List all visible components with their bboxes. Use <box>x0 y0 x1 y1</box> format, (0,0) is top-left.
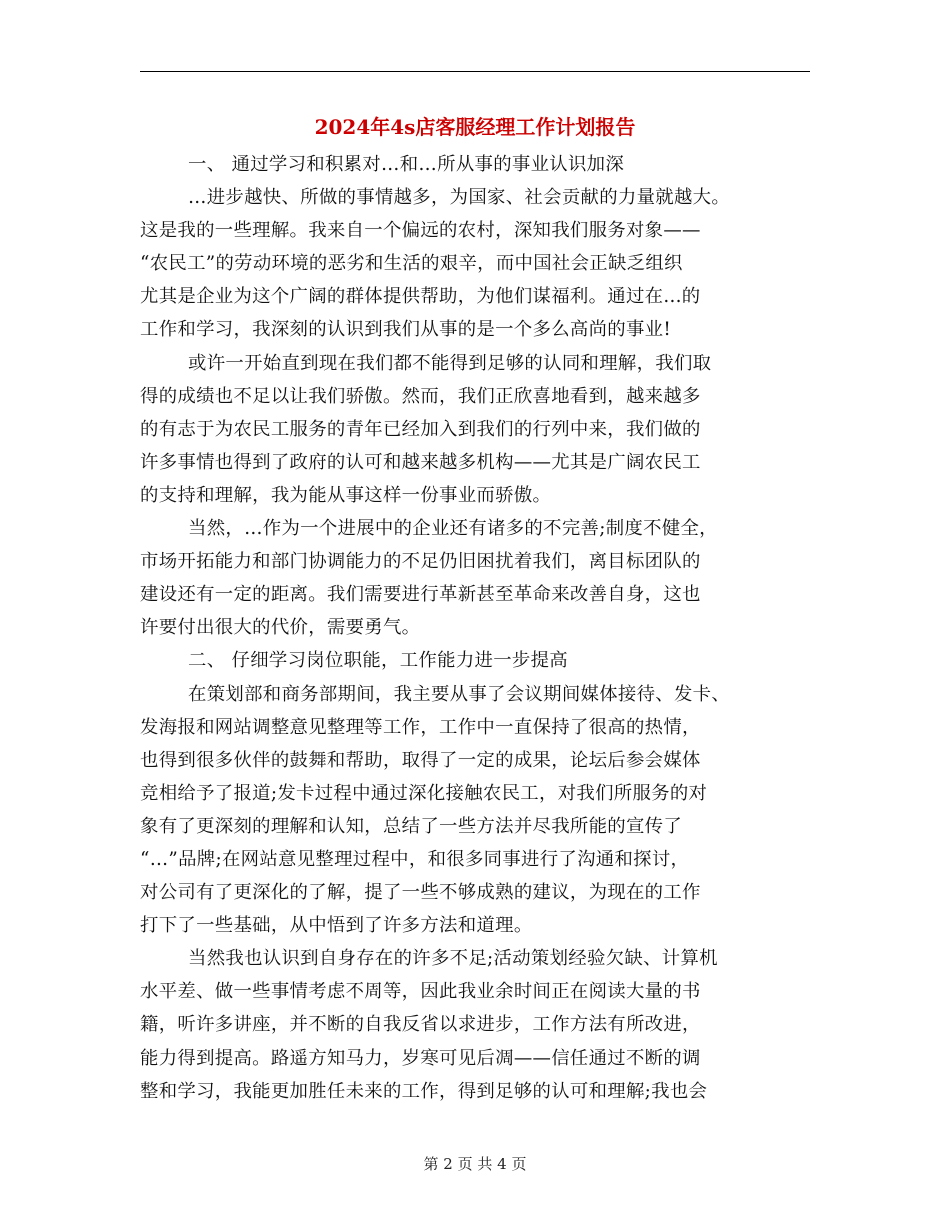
body-text-line: 象有了更深刻的理解和认知，总结了一些方法并尽我所能的宣传了 <box>140 815 683 837</box>
body-text-line: 的支持和理解，我为能从事这样一份事业而骄傲。 <box>140 484 552 506</box>
body-text-line: 许多事情也得到了政府的认可和越来越多机构——尤其是广阔农民工 <box>140 451 701 473</box>
body-text-line: 市场开拓能力和部门协调能力的不足仍旧困扰着我们，离目标团队的 <box>140 551 701 573</box>
body-text-line: …进步越快、所做的事情越多，为国家、社会贡献的力量就越大。 <box>188 187 731 209</box>
body-text-line: 水平差、做一些事情考虑不周等，因此我业余时间正在阅读大量的书 <box>140 981 701 1003</box>
body-text-line: 或许一开始直到现在我们都不能得到足够的认同和理解，我们取 <box>188 352 712 374</box>
body-text-line: 对公司有了更深化的了解，提了一些不够成熟的建议，为现在的工作 <box>140 882 701 904</box>
body-text-line: 许要付出很大的代价，需要勇气。 <box>140 617 421 639</box>
body-text-line: 当然我也认识到自身存在的许多不足;活动策划经验欠缺、计算机 <box>188 948 718 970</box>
body-text-line: 尤其是企业为这个广阔的群体提供帮助，为他们谋福利。通过在...的 <box>140 286 701 308</box>
body-text-line: 能力得到提高。路遥方知马力，岁寒可见后凋——信任通过不断的调 <box>140 1047 701 1069</box>
body-text-line: 打下了一些基础，从中悟到了许多方法和道理。 <box>140 915 533 937</box>
document-title: 2024年4s店客服经理工作计划报告 <box>314 115 636 139</box>
body-text-line: 建设还有一定的距离。我们需要进行革新甚至革命来改善自身，这也 <box>140 584 701 606</box>
body-text-line: 得的成绩也不足以让我们骄傲。然而，我们正欣喜地看到，越来越多 <box>140 385 701 407</box>
body-text-line: 一、 通过学习和积累对…和…所从事的事业认识加深 <box>188 154 625 175</box>
document-body <box>140 148 815 1108</box>
body-text-line: 也得到很多伙伴的鼓舞和帮助，取得了一定的成果，论坛后参会媒体 <box>140 749 701 771</box>
body-text-line: 竞相给予了报道;发卡过程中通过深化接触农民工，对我们所服务的对 <box>140 782 708 804</box>
body-text-line: 在策划部和商务部期间，我主要从事了会议期间媒体接待、发卡、 <box>188 683 731 705</box>
body-text-line: 当然，…作为一个进展中的企业还有诸多的不完善;制度不健全， <box>188 518 718 540</box>
page-number-footer: 第 2 页 共 4 页 <box>423 1155 527 1173</box>
header-rule <box>140 71 810 72</box>
body-text-line: 二、 仔细学习岗位职能，工作能力进一步提高 <box>188 650 568 672</box>
body-text-line: 这是我的一些理解。我来自一个偏远的农村，深知我们服务对象—— <box>140 220 701 242</box>
body-text-line: “农民工”的劳动环境的恶劣和生活的艰辛，而中国社会正缺乏组织 <box>140 253 683 275</box>
body-text-line: 籍，听许多讲座，并不断的自我反省以求进步，工作方法有所改进， <box>140 1014 701 1036</box>
body-text-line: 的有志于为农民工服务的青年已经加入到我们的行列中来，我们做的 <box>140 418 701 440</box>
body-text-line: 发海报和网站调整意见整理等工作，工作中一直保持了很高的热情， <box>140 716 701 738</box>
body-text-line: 整和学习，我能更加胜任未来的工作，得到足够的认可和理解;我也会 <box>140 1080 708 1102</box>
body-text-line: 工作和学习，我深刻的认识到我们从事的是一个多么高尚的事业! <box>140 319 672 341</box>
body-text-line: “…”品牌;在网站意见整理过程中，和很多同事进行了沟通和探讨， <box>140 848 690 870</box>
